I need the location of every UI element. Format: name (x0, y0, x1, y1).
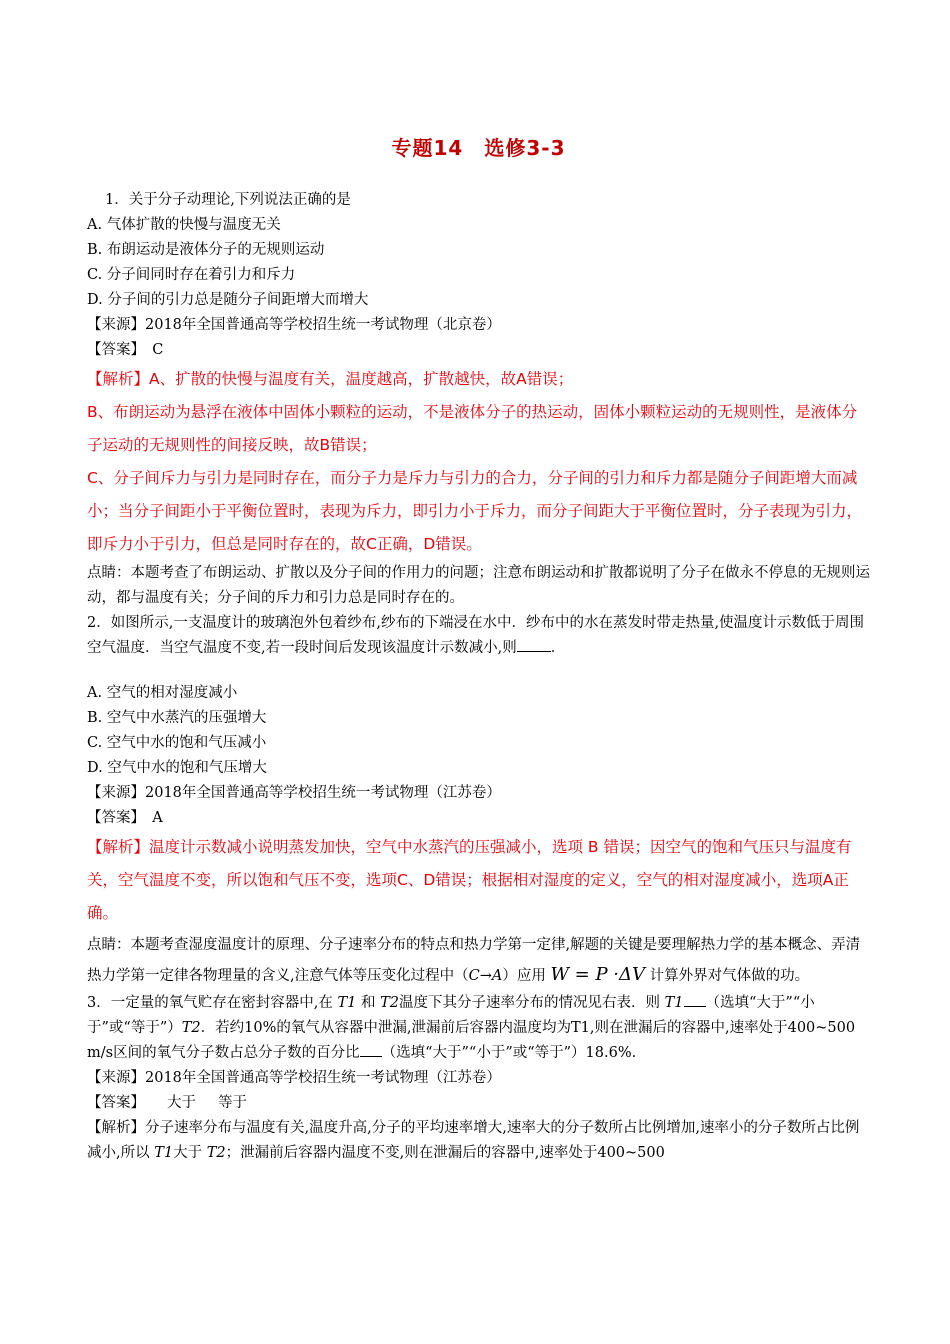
q3-answer-blank-1 (684, 992, 706, 1007)
q1-answer: 【答案】 C (87, 342, 164, 358)
q2-stem (87, 611, 870, 661)
t1-symbol: T1 (337, 995, 357, 1011)
work-formula: W = P ·ΔV (550, 964, 646, 985)
document-body (87, 188, 870, 1166)
q3-source: 【来源】2018年全国普通高等学校招生统一考试物理（江苏卷） (87, 1070, 501, 1086)
q2-analysis: 【解析】温度计示数减小说明蒸发加快，空气中水蒸汽的压强减小，选项 B 错误；因空气的饱和气压只与温度有关，空气温度不变，所以饱和气压不变，选项C、D错误；根据相对湿度的定义，空气的相对湿度减小，选项A正确。 (87, 838, 852, 922)
q3-analysis-c: ；泄漏前后容器内温度不变,则在泄漏后的容器中,速率处于400~500 (225, 1145, 665, 1161)
q3-stem-e: ．若约10%的氧气从容器中泄漏,泄漏前后容器内温度均为T1,则在泄漏后的容器中,速率处于400~500 m/s区间的氧气分子数占总分子数的百分比 (87, 1020, 856, 1061)
q1-analysis-b: B、布朗运动为悬浮在液体中固体小颗粒的运动，不是液体分子的热运动，固体小颗粒运动的无规则性，是液体分子运动的无规则性的间接反映，故B错误； (87, 403, 858, 454)
q3-answer (87, 1091, 870, 1116)
q2-stem-text: 2．如图所示,一支温度计的玻璃泡外包着纱布,纱布的下端浸在水中．纱布中的水在蒸发时带走热量,使温度计示数低于周围空气温度．当空气温度不变,若一段时间后发现该温度计示数减小,则 (87, 615, 865, 656)
spacer (87, 661, 870, 681)
page-title: 专题14 选修3-3 (391, 136, 566, 160)
q1-source: 【来源】2018年全国普通高等学校招生统一考试物理（北京卷） (87, 317, 501, 333)
t2-symbol: T2 (380, 995, 399, 1011)
q3-analysis (87, 1116, 870, 1166)
q1-option-c: C. 分子间同时存在着引力和斥力 (87, 267, 296, 283)
q2-option-b: B. 空气中水蒸汽的压强增大 (87, 710, 267, 726)
q2-option-c: C. 空气中水的饱和气压减小 (87, 735, 267, 751)
t2-symbol: T2 (206, 1145, 226, 1161)
q1-option-b: B. 布朗运动是液体分子的无规则运动 (87, 242, 325, 258)
q2-comment (87, 930, 870, 991)
q2-stem-end: ． (550, 640, 566, 656)
q3-answer-label: 【答案】 (87, 1095, 145, 1111)
q1-comment: 点睛：本题考查了布朗运动、扩散以及分子间的作用力的问题；注意布朗运动和扩散都说明了分子在做永不停息的无规则运动，都与温度有关；分子间的斥力和引力总是同时存在的。 (87, 565, 870, 606)
q1-analysis-a: 【解析】A、扩散的快慢与温度有关，温度越高，扩散越快，故A错误； (87, 370, 574, 388)
q3-answer-1: 大于 (167, 1095, 196, 1111)
q2-source: 【来源】2018年全国普通高等学校招生统一考试物理（江苏卷） (87, 785, 501, 801)
q2-option-d: D. 空气中水的饱和气压增大 (87, 760, 267, 776)
q3-answer-2: 等于 (218, 1095, 247, 1111)
q3-stem-d: （选填“大于”“小于”或“等于”） (87, 995, 815, 1036)
q1-analysis-c: C、分子间斥力与引力是同时存在，而分子力是斥力与引力的合力，分子间的引力和斥力都是随分子间距增大而减小；当分子间距小于平衡位置时，表现为斥力，即引力小于斥力，而分子间距大于平衡位置时，分子表现为引力，即斥力小于引力，但总是同时存在的，故C正确，D错误。 (87, 469, 863, 553)
t2-symbol: T2 (181, 1020, 201, 1036)
q3-stem-a: 3．一定量的氧气贮存在密封容器中,在 (87, 995, 333, 1011)
t1-symbol: T1 (154, 1145, 174, 1161)
q2-answer: 【答案】 A (87, 810, 163, 826)
q1-option-a: A. 气体扩散的快慢与温度无关 (87, 217, 281, 233)
q1-option-d: D. 分子间的引力总是随分子间距增大而增大 (87, 292, 369, 308)
q2-answer-blank (517, 637, 551, 652)
q3-analysis-b: 大于 (173, 1145, 203, 1161)
q2-option-a: A. 空气的相对湿度减小 (87, 685, 238, 701)
q2-comment-path: C→A (468, 968, 503, 984)
q3-stem-c: 温度下其分子速率分布的情况见右表．则 (398, 995, 660, 1011)
q1-stem: 1．关于分子动理论,下列说法正确的是 (105, 192, 351, 208)
q3-analysis-a: 【解析】分子速率分布与温度有关,温度升高,分子的平均速率增大,速率大的分子数所占比例增加,速率小的分子数所占比例减小,所以 (87, 1120, 860, 1161)
q2-comment-b: ）应用 (502, 968, 546, 984)
q3-stem-f: （选填“大于”“小于”或“等于”）18.6%. (381, 1045, 637, 1061)
q2-comment-a: 点睛：本题考查湿度温度计的原理、分子速率分布的特点和热力学第一定律,解题的关键是要理解热力学的基本概念、弄清热力学第一定律各物理量的含义,注意气体等压变化过程中（ (87, 937, 861, 984)
q3-answer-blank-2 (360, 1042, 382, 1057)
q2-comment-c: 计算外界对气体做的功。 (649, 968, 810, 984)
t1-symbol: T1 (664, 995, 684, 1011)
q3-stem-b: 和 (360, 995, 376, 1011)
q3-stem (87, 991, 870, 1066)
